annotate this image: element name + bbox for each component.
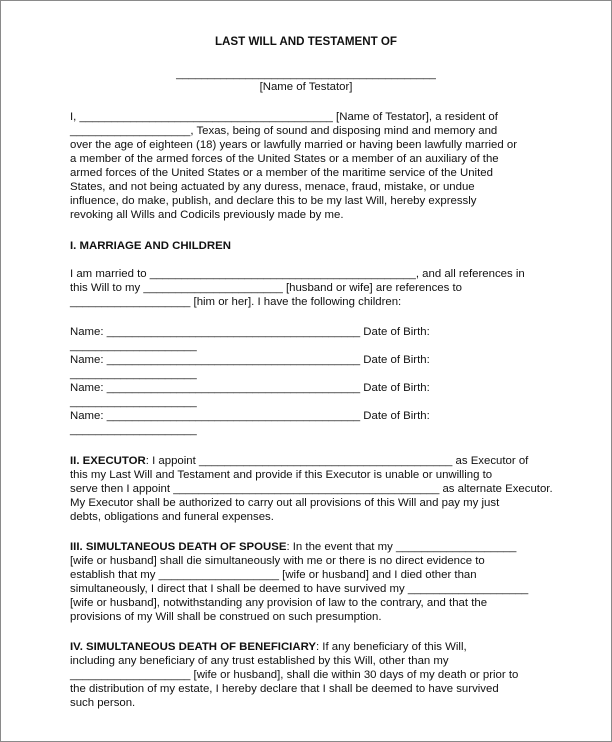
executor-line: this my Last Will and Testament and provide if this Executor is unable or unwilling to bbox=[70, 469, 493, 481]
spouse-death-first-line-text: : In the event that my ___________________ bbox=[286, 541, 517, 553]
spouse-death-line: establish that my ___________________ [wife or husband] and I died other than bbox=[70, 569, 477, 581]
beneficiary-death-first-line-text: : If any beneficiary of this Will, bbox=[315, 641, 467, 653]
child-name-field: Name: ________________________________________ Date of Birth: bbox=[70, 326, 430, 338]
marriage-line: I am married to __________________________________________, and all references in bbox=[70, 268, 525, 280]
executor-line: debts, obligations and funeral expenses. bbox=[70, 511, 274, 523]
document-title: LAST WILL AND TESTAMENT OF bbox=[214, 35, 398, 48]
spouse-death-line: provisions of my Will shall be construed on such presumption. bbox=[70, 611, 382, 623]
spouse-death-line: simultaneously, I direct that I shall be deemed to have survived my ___________________ bbox=[70, 583, 529, 595]
intro-line: armed forces of the United States or a member of the maritime service of the United bbox=[70, 167, 493, 179]
executor-first-line bbox=[70, 454, 528, 468]
child-name-field: Name: ________________________________________ Date of Birth: bbox=[70, 382, 430, 394]
child-dob-field: ____________________ bbox=[70, 368, 197, 380]
intro-line: over the age of eighteen (18) years or lawfully married or having been lawfully married or bbox=[70, 139, 517, 151]
intro-line: ___________________, Texas, being of sound and disposing mind and memory and bbox=[70, 125, 498, 137]
beneficiary-death-line: including any beneficiary of any trust established by this Will, other than my bbox=[70, 655, 449, 667]
spouse-death-line: [wife or husband], notwithstanding any provision of law to the contrary, and that the bbox=[70, 597, 488, 609]
section-heading-executor: II. EXECUTOR bbox=[70, 455, 146, 467]
child-dob-field: ____________________ bbox=[70, 340, 197, 352]
spouse-death-first-line bbox=[70, 540, 516, 554]
section-heading-marriage: I. MARRIAGE AND CHILDREN bbox=[70, 240, 231, 252]
beneficiary-death-first-line bbox=[70, 640, 467, 654]
executor-line: My Executor shall be authorized to carry out all provisions of this Will and pay my just bbox=[70, 497, 500, 509]
intro-line: a member of the armed forces of the United States or a member of an auxiliary of the bbox=[70, 153, 499, 165]
spouse-death-line: [wife or husband] shall die simultaneously with me or there is no direct evidence to bbox=[70, 555, 485, 567]
beneficiary-death-line: the distribution of my estate, I hereby declare that I shall be deemed to have survived bbox=[70, 683, 499, 695]
testator-name-caption: [Name of Testator] bbox=[259, 81, 353, 93]
child-dob-field: ____________________ bbox=[70, 424, 197, 436]
section-heading-beneficiary-death: IV. SIMULTANEOUS DEATH OF BENEFICIARY bbox=[70, 641, 316, 653]
will-document bbox=[1, 1, 611, 741]
intro-line: I, ________________________________________ [Name of Testator], a resident of bbox=[70, 111, 498, 123]
intro-line: influence, do make, publish, and declare this to be my last Will, hereby expressly bbox=[70, 195, 477, 207]
executor-line: serve then I appoint __________________________________________ as alternate Executor. bbox=[70, 483, 553, 495]
marriage-line: ___________________ [him or her]. I have the following children: bbox=[70, 296, 402, 308]
beneficiary-death-line: ___________________ [wife or husband], shall die within 30 days of my death or prior to bbox=[70, 669, 519, 681]
intro-line: States, and not being actuated by any duress, menace, fraud, mistake, or undue bbox=[70, 181, 475, 193]
child-name-field: Name: ________________________________________ Date of Birth: bbox=[70, 410, 430, 422]
beneficiary-death-line: such person. bbox=[70, 697, 136, 709]
marriage-line: this Will to my ______________________ [husband or wife] are references to bbox=[70, 282, 462, 294]
testator-name-blank: _________________________________________ bbox=[176, 68, 436, 80]
intro-line: revoking all Wills and Codicils previously made by me. bbox=[70, 209, 344, 221]
executor-first-line-text: : I appoint ________________________________________ as Executor of bbox=[145, 455, 529, 467]
section-heading-spouse-death: III. SIMULTANEOUS DEATH OF SPOUSE bbox=[70, 541, 287, 553]
child-name-field: Name: ________________________________________ Date of Birth: bbox=[70, 354, 430, 366]
child-dob-field: ____________________ bbox=[70, 396, 197, 408]
